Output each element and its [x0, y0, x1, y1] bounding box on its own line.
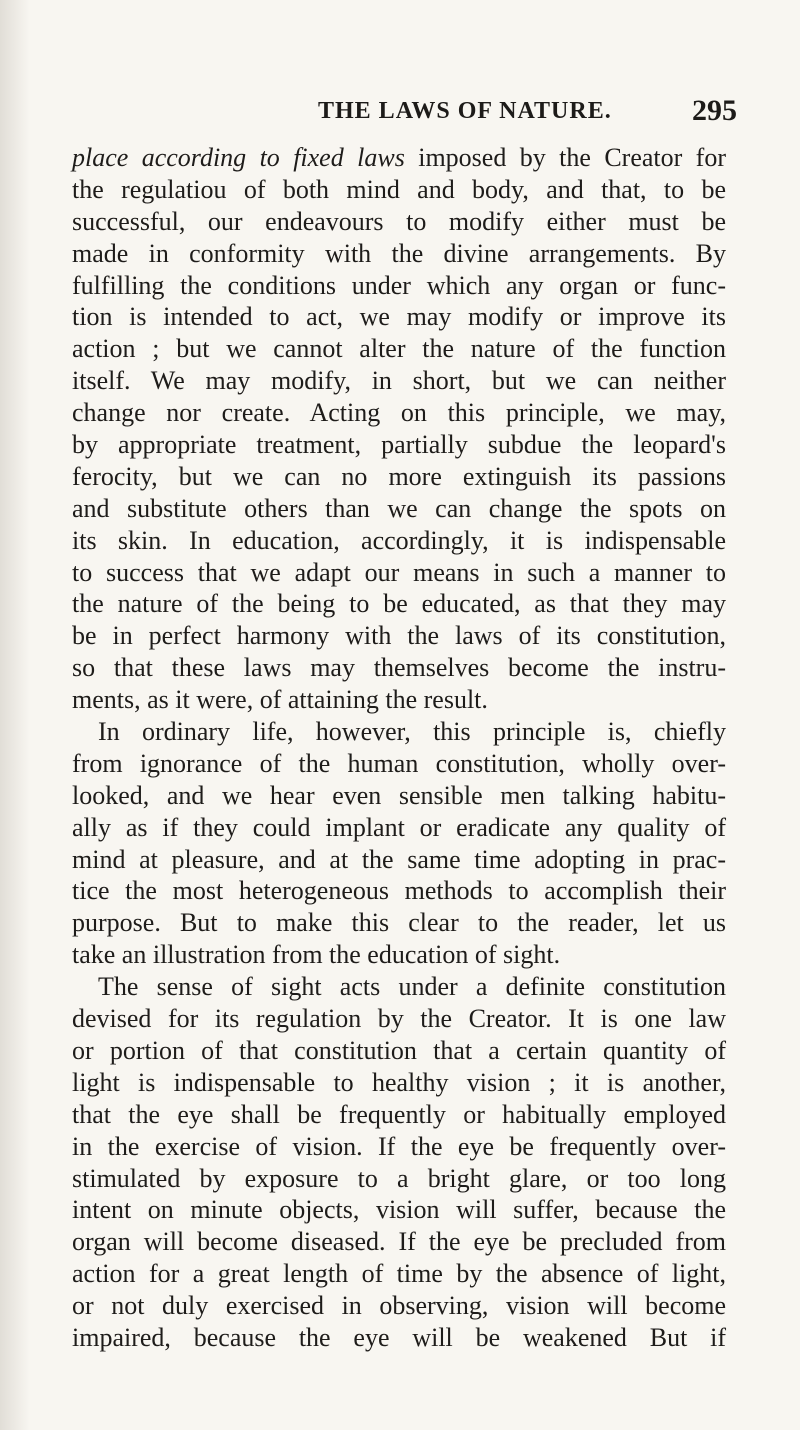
line-text: imposed by the Creator for: [404, 143, 726, 172]
text-line: tion is intended to act, we may modify or improve its: [72, 302, 726, 332]
text-line: be in perfect harmony with the laws of its constitution,: [72, 621, 726, 651]
italic-phrase: place according to fixed laws: [72, 143, 405, 172]
text-line: successful, our endeavours to modify either must be: [72, 206, 726, 236]
page-number: 295: [692, 94, 737, 127]
text-line: itself. We may modify, in short, but we can neither: [72, 366, 726, 396]
text-line: so that these laws may themselves become the instru-: [72, 653, 726, 683]
text-line: purpose. But to make this clear to the reader, let us: [72, 908, 726, 938]
page-header: [0, 94, 800, 134]
text-line: the regulatiou of both mind and body, and that, to be: [72, 174, 726, 204]
text-line: made in conformity with the divine arrangements. By: [72, 238, 726, 268]
text-line: stimulated by exposure to a bright glare, or too long: [72, 1163, 726, 1193]
text-line: [72, 142, 726, 174]
paragraph-last-line: take an illustration from the education of sight.: [72, 940, 561, 970]
text-line: and substitute others than we can change the spots on: [72, 493, 726, 523]
body-text: [72, 142, 726, 1354]
text-line: ally as if they could implant or eradicate any quality of: [72, 812, 726, 842]
text-line: looked, and we hear even sensible men talking habitu-: [72, 780, 726, 810]
text-line: intent on minute objects, vision will suffer, because the: [72, 1195, 726, 1225]
text-line: the nature of the being to be educated, as that they may: [72, 589, 726, 619]
text-line: in the exercise of vision. If the eye be frequently over-: [72, 1131, 726, 1161]
text-line: that the eye shall be frequently or habitually employed: [72, 1099, 726, 1129]
text-line: or not duly exercised in observing, vision will become: [72, 1291, 726, 1321]
text-line: change nor create. Acting on this principle, we may,: [72, 398, 726, 428]
text-line: impaired, because the eye will be weakened But if: [72, 1322, 726, 1352]
running-head: THE LAWS OF NATURE.: [318, 98, 612, 124]
text-line: from ignorance of the human constitution, wholly over-: [72, 748, 726, 778]
text-line: its skin. In education, accordingly, it is indispensable: [72, 525, 726, 555]
paragraph-first-line: The sense of sight acts under a definite constitution: [98, 972, 726, 1002]
spine-shadow: [0, 0, 30, 1430]
text-line: light is indispensable to healthy vision ; it is another,: [72, 1067, 726, 1097]
text-line: fulfilling the conditions under which any organ or func-: [72, 270, 726, 300]
paragraph-first-line: In ordinary life, however, this principle is, chiefly: [98, 717, 726, 747]
text-line: organ will become diseased. If the eye be precluded from: [72, 1227, 726, 1257]
text-line: action ; but we cannot alter the nature of the function: [72, 334, 726, 364]
text-line: to success that we adapt our means in such a manner to: [72, 557, 726, 587]
text-line: by appropriate treatment, partially subdue the leopard's: [72, 430, 726, 460]
text-line: devised for its regulation by the Creator. It is one law: [72, 1004, 726, 1034]
text-line: or portion of that constitution that a certain quantity of: [72, 1035, 726, 1065]
text-line: action for a great length of time by the absence of light,: [72, 1259, 726, 1289]
text-line: mind at pleasure, and at the same time adopting in prac-: [72, 844, 726, 874]
paragraph-last-line: ments, as it were, of attaining the result.: [72, 685, 488, 715]
text-line: tice the most heterogeneous methods to accomplish their: [72, 876, 726, 906]
text-line: ferocity, but we can no more extinguish its passions: [72, 461, 726, 491]
